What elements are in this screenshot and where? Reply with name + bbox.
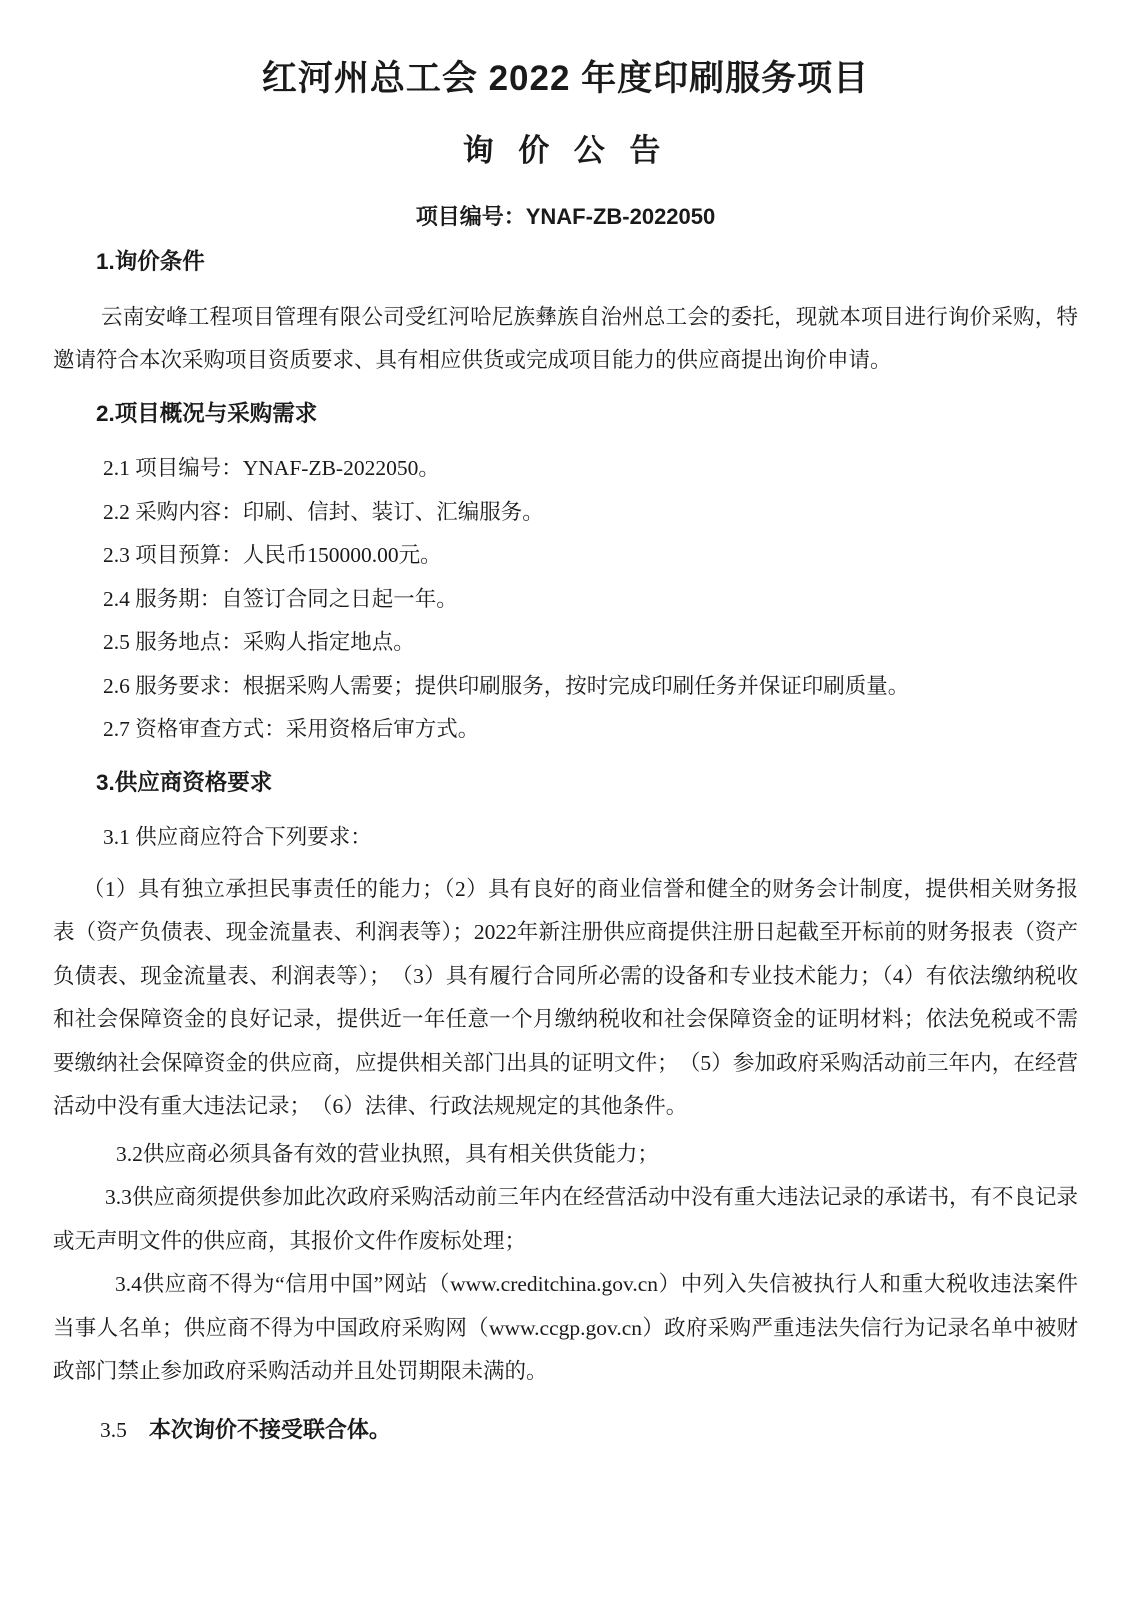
list-item-2-7: 2.7 资格审查方式：采用资格后审方式。	[103, 717, 480, 741]
item-3-5-number: 3.5	[100, 1417, 127, 1442]
section2-heading: 2.项目概况与采购需求	[96, 400, 318, 426]
list-item-2-6: 2.6 服务要求：根据采购人需要；提供印刷服务，按时完成印刷任务并保证印刷质量。	[103, 673, 910, 698]
project-number: 项目编号：YNAF-ZB-2022050	[415, 204, 716, 229]
section-project-overview	[53, 392, 1078, 752]
list-item-3-2: 3.2供应商必须具备有效的营业执照，具有相关供货能力；	[116, 1141, 659, 1166]
list-item-2-1: 2.1 项目编号：YNAF-ZB-2022050。	[103, 456, 440, 480]
list-item-3-3: 3.3供应商须提供参加此次政府采购活动前三年内在经营活动中没有重大违法记录的承诺书，有不良记录或无声明文件的供应商，其报价文件作废标处理；	[53, 1185, 1078, 1253]
section1-heading: 1.询价条件	[96, 249, 205, 274]
item-3-5-bold-text: 本次询价不接受联合体。	[148, 1416, 391, 1442]
document-subtitle: 询 价 公 告	[462, 133, 669, 168]
section3-heading: 3.供应商资格要求	[96, 769, 273, 795]
list-item-3-1: 3.1 供应商应符合下列要求：	[103, 825, 372, 849]
list-item-2-5: 2.5 服务地点：采购人指定地点。	[103, 630, 415, 654]
list-item-3-5	[53, 1408, 1078, 1453]
list-item-2-3: 2.3 项目预算：人民币150000.00元。	[103, 543, 442, 567]
section2-item-list	[53, 447, 1078, 752]
supplier-requirements-paragraph: （1）具有独立承担民事责任的能力；（2）具有良好的商业信誉和健全的财务会计制度，提供相关财务报表（资产负债表、现金流量表、利润表等）；2022年新注册供应商提供注册日起截至开标前的财务报表（资产负债表、现金流量表、利润表等）； （3）具有履行合同所必需的设备和专业技术能力；（4）有依法缴纳税收和社会保障资金的良好记录，提供近一年任意一个月缴纳税收和社会保障资金的证明材料；依法免税或不需要缴纳社会保障资金的供应商，应提供相关部门出具的证明文件； （5）参加政府采购活动前三年内，在经营活动中没有重大违法记录； （6）法律、行政法规规定的其他条件。	[53, 876, 1078, 1118]
section1-paragraph: 云南安峰工程项目管理有限公司受红河哈尼族彝族自治州总工会的委托，现就本项目进行询价采购，特邀请符合本次采购项目资质要求、具有相应供货或完成项目能力的供应商提出询价申请。	[53, 304, 1078, 372]
document-title: 红河州总工会 2022 年度印刷服务项目	[261, 59, 870, 98]
section-supplier-qualifications	[53, 761, 1078, 1453]
list-item-2-4: 2.4 服务期：自签订合同之日起一年。	[103, 586, 458, 611]
list-item-2-2: 2.2 采购内容：印刷、信封、装订、汇编服务。	[103, 499, 544, 524]
section-inquiry-conditions	[53, 240, 1078, 383]
list-item-3-4: 3.4供应商不得为“信用中国”网站（www.creditchina.gov.cn）中列入失信被执行人和重大税收违法案件当事人名单；供应商不得为中国政府采购网（www.ccgp.gov.cn）政府采购严重违法失信行为记录名单中被财政部门禁止参加政府采购活动并且处罚期限未满的。	[53, 1272, 1078, 1383]
